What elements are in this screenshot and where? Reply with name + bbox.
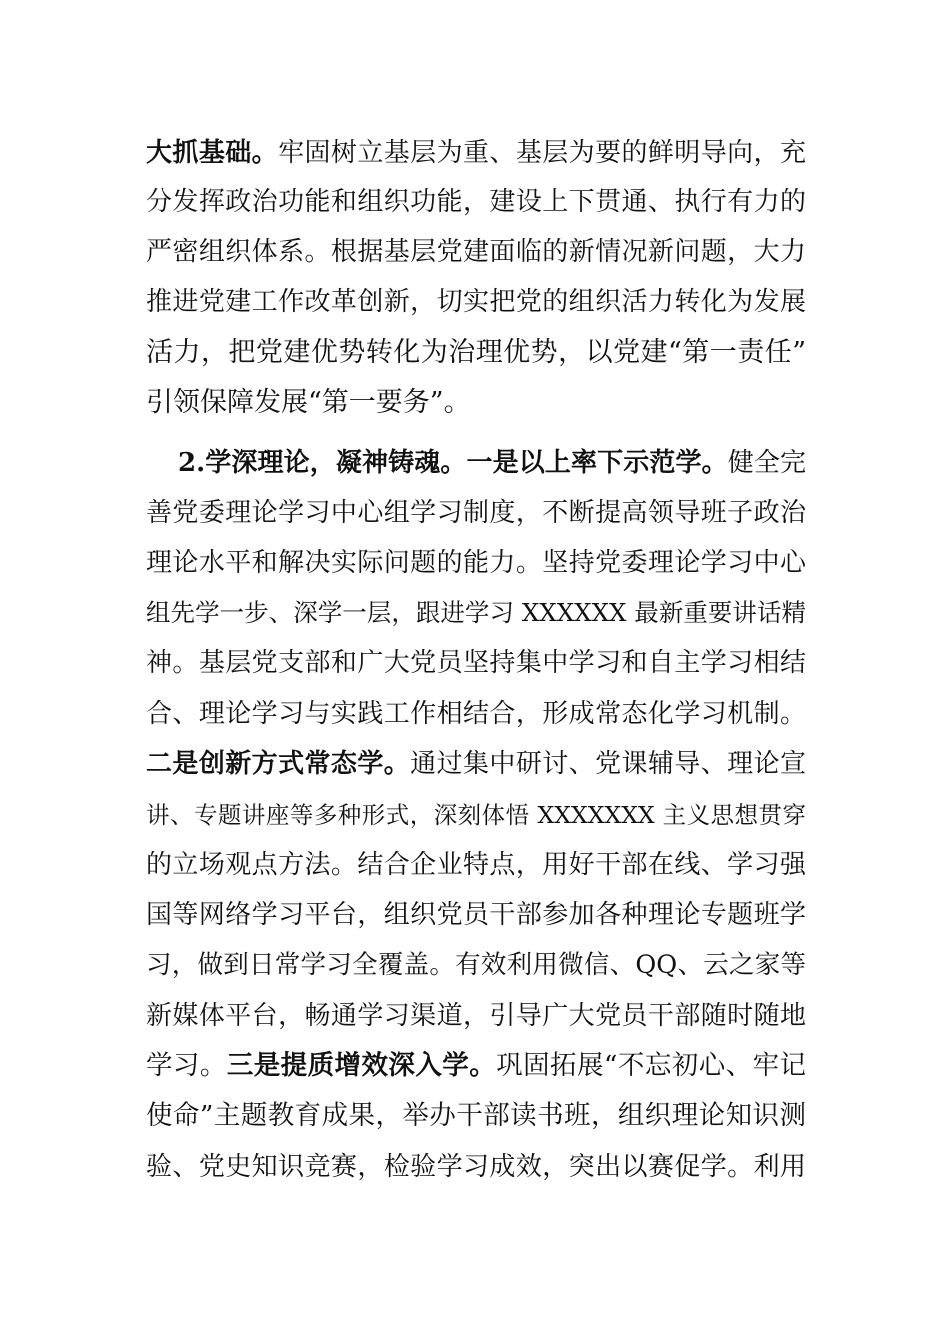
text-line: 组先学一步、深学一层，跟进学习 XXXXXX 最新重要讲话精 [146,598,806,627]
text-line: 活力，把党建优势转化为治理优势，以党建“第一责任” [146,337,806,368]
text-line [146,1046,806,1086]
text-line: 合、理论学习与实践工作相结合，形成常态化学习机制。 [146,699,806,729]
text-line: 引领保障发展“第一要务”。 [146,387,471,418]
text-line: 神。基层党支部和广大党员坚持集中学习和自主学习相结 [146,648,806,678]
bold-heading: 二是创新方式常态学。 [146,749,411,779]
text-line: 的立场观点方法。结合企业特点，用好干部在线、学习强 [146,850,806,880]
text-line: 理论水平和解决实际问题的能力。坚持党委理论学习中心 [146,548,806,578]
text-line: 验、党史知识竞赛，检验学习成效，突出以赛促学。利用 [146,1152,806,1182]
text-line [146,133,806,173]
text-line: 新媒体平台，畅通学习渠道，引导广大党员干部随时随地 [146,1001,806,1031]
text-line [146,744,806,784]
bold-heading: 2.学深理论，凝神铸魂。一是以上率下示范学。 [178,448,728,478]
bold-heading: 大抓基础。 [146,138,279,168]
text-run: 巩固拓展“不忘初心、牢记 [496,1050,807,1081]
text-run: 牢固树立基层为重、基层为要的鲜明导向，充 [278,138,806,168]
text-line: 习，做到日常学习全覆盖。有效利用微信、QQ、云之家等 [146,950,806,980]
text-line [178,443,806,483]
text-line: 善党委理论学习中心组学习制度，不断提高领导班子政治 [146,498,806,528]
text-line: 讲、专题讲座等多种形式，深刻体悟 XXXXXXX 主义思想贯穿 [146,801,806,829]
text-run: 健全完 [727,448,806,478]
bold-heading: 三是提质增效深入学。 [226,1050,497,1081]
text-run: 学习。 [146,1050,227,1081]
text-run: 通过集中研讨、党课辅导、理论宣 [410,749,806,779]
text-line: 国等网络学习平台，组织党员干部参加各种理论专题班学 [146,900,806,930]
text-line: 推进党建工作改革创新，切实把党的组织活力转化为发展 [146,287,806,317]
text-line: 分发挥政治功能和组织功能，建设上下贯通、执行有力的 [146,187,806,217]
text-line: 使命”主题教育成果，举办干部读书班，组织理论知识测 [146,1100,806,1131]
text-line: 严密组织体系。根据基层党建面临的新情况新问题，大力 [146,237,806,267]
